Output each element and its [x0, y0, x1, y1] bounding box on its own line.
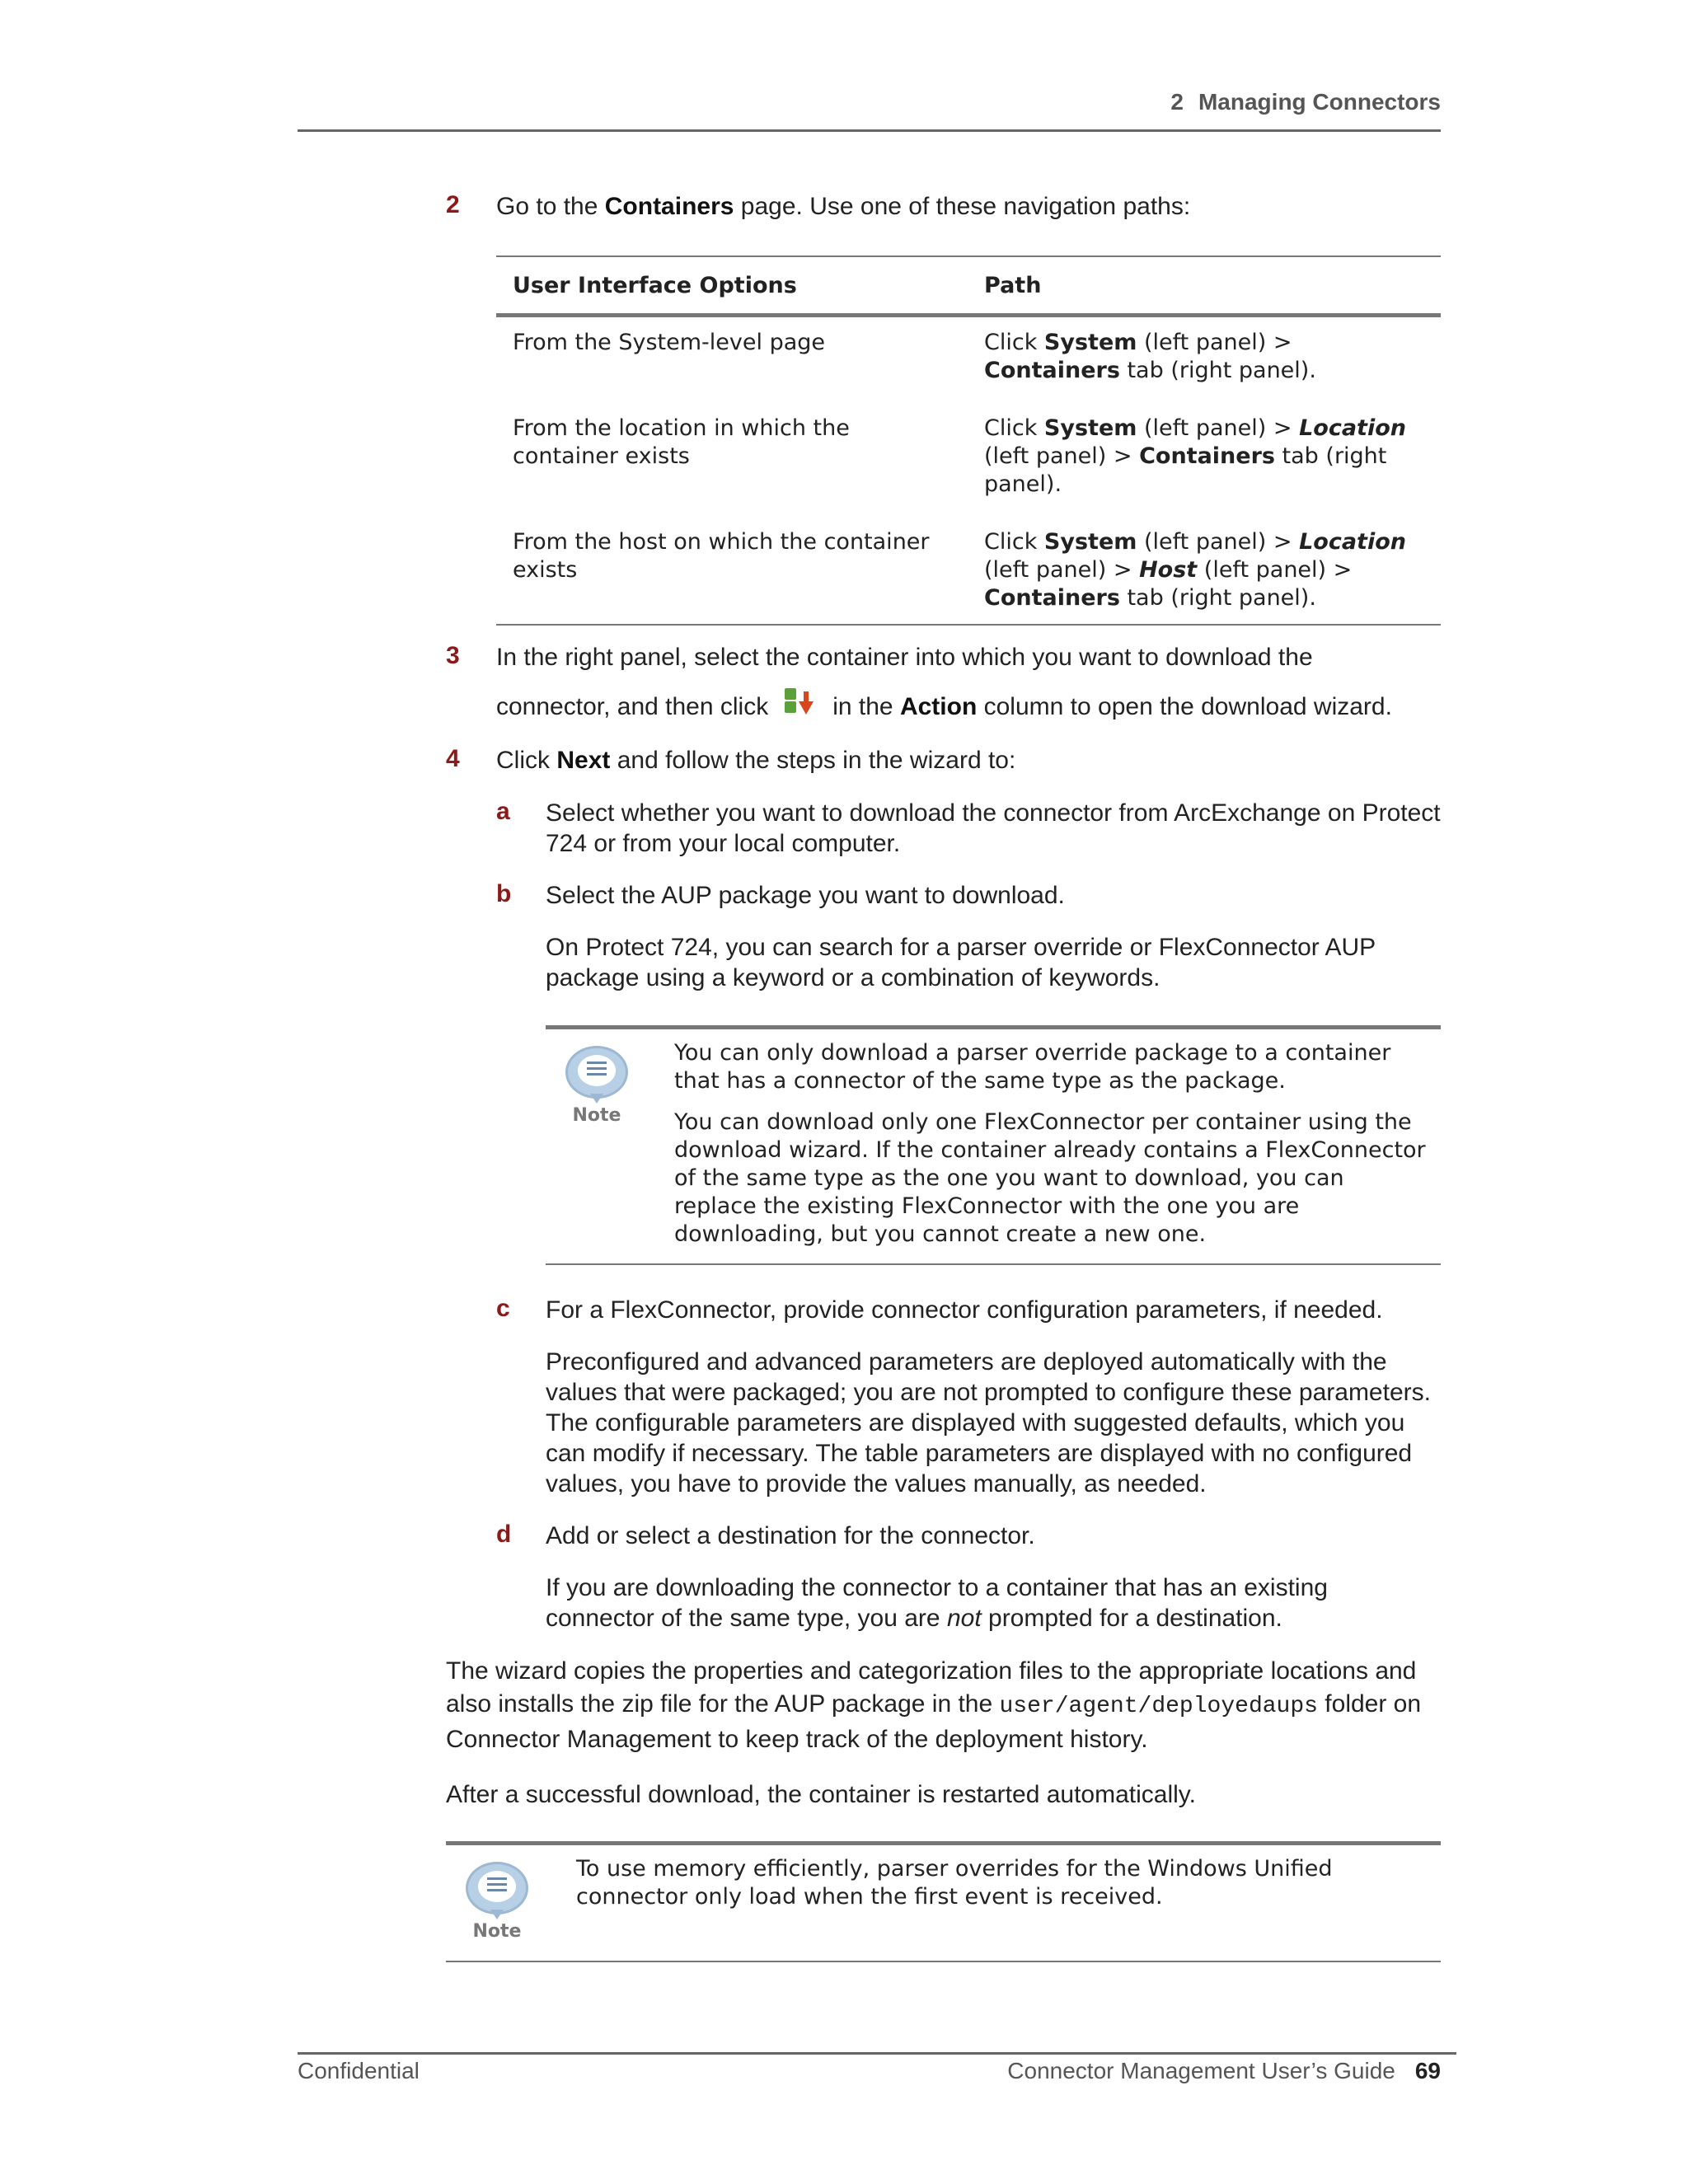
substep-a-letter: a — [496, 798, 510, 825]
substep-d-detail: If you are downloading the connector to a container that has an existing connector of the same type, you are not prompted for a destination. — [546, 1574, 1328, 1632]
note-box-memory — [446, 1841, 1441, 1962]
navigation-paths-table — [496, 255, 1441, 626]
note-label: Note — [572, 1105, 621, 1126]
not-emphasis: not — [946, 1605, 982, 1632]
substep-b-detail: On Protect 724, you can search for a parser override or FlexConnector AUP package using a keyword or a combination of keywords. — [546, 934, 1376, 991]
containers-keyword: Containers — [604, 193, 734, 220]
footer-rule — [298, 2052, 1456, 2055]
step-2-number: 2 — [446, 191, 460, 218]
table-row — [496, 316, 1441, 397]
substep-c-letter: c — [496, 1295, 510, 1322]
running-header — [298, 89, 1441, 115]
note-paragraph: You can only download a parser override package to a container that has a connector of the same type as the package. — [674, 1040, 1391, 1094]
chapter-number: 2 — [1170, 89, 1184, 115]
table-cell-path: Click System (left panel) > Containers tab (right panel). — [984, 330, 1316, 383]
note-text: To use memory efficiently, parser overrides for the Windows Unified connector only load when the first event is received. — [576, 1856, 1333, 1910]
note-text — [674, 1039, 1432, 1249]
note-box-download — [546, 1025, 1441, 1265]
step-4-text: Click Next and follow the steps in the wizard to: — [496, 747, 1016, 774]
note-paragraph: You can download only one FlexConnector per container using the download wizard. If the container already contains a FlexConnector of the same type as the one you want to download, you can replace the existing FlexConnector with the one you are downloading, but you cannot create a new one. — [674, 1109, 1426, 1247]
step-3-line-2: connector, and then click in the Action column to open the download wizard. — [496, 688, 1444, 722]
substep-a-text: Select whether you want to download the connector from ArcExchange on Protect 724 or from your local computer. — [546, 799, 1441, 857]
download-connector-icon[interactable] — [783, 688, 816, 721]
step-4-number: 4 — [446, 745, 460, 772]
step-3-number: 3 — [446, 642, 460, 669]
step-3-line-1: In the right panel, select the container into which you want to download the — [496, 644, 1313, 671]
table-header-row — [496, 256, 1441, 316]
table-cell-option: From the System-level page — [513, 330, 826, 355]
page-number: 69 — [1414, 2058, 1441, 2083]
substep-b-letter: b — [496, 880, 512, 907]
table-cell-option: From the host on which the container exists — [513, 529, 930, 583]
note-bubble-icon — [556, 1046, 638, 1126]
table-cell-path: Click System (left panel) > Location (left panel) > Host (left panel) > Containers tab (right panel). — [984, 529, 1406, 611]
substep-d-letter: d — [496, 1521, 512, 1548]
footer-guide-title: Connector Management User’s Guide — [1007, 2058, 1395, 2083]
note-label: Note — [472, 1921, 522, 1942]
header-rule — [298, 129, 1441, 132]
footer-confidential: Confidential — [298, 2058, 420, 2083]
column-header-path: Path — [984, 273, 1042, 298]
wizard-copies-paragraph: The wizard copies the properties and categorization files to the appropriate locations and also installs the zip file for the AUP package in the user/agent/deployedaups folder on Connector Management to keep track of the deployment history. — [446, 1657, 1422, 1753]
footer-guide — [1007, 2058, 1441, 2084]
substep-c-detail: Preconfigured and advanced parameters are deployed automatically with the values that were packaged; you are not prompted to configure these parameters. The configurable parameters are displayed with suggested defaults, which you can modify if necessary. The table parameters are displayed with no configured values, you have to provide the values manually, as needed. — [546, 1348, 1431, 1497]
substep-d-text: Add or select a destination for the connector. — [546, 1522, 1035, 1549]
note-bubble-icon — [456, 1862, 538, 1942]
action-keyword: Action — [899, 693, 978, 720]
table-row — [496, 510, 1441, 625]
chapter-title: Managing Connectors — [1198, 89, 1441, 115]
deployedaups-path: user/agent/deployedaups — [999, 1694, 1318, 1719]
next-keyword: Next — [556, 747, 611, 774]
restart-paragraph: After a successful download, the container is restarted automatically. — [446, 1781, 1196, 1808]
step-2-text: Go to the Containers page. Use one of these navigation paths: — [496, 193, 1191, 220]
table-row — [496, 396, 1441, 510]
substep-b-text: Select the AUP package you want to download. — [546, 882, 1065, 909]
column-header-options: User Interface Options — [513, 273, 797, 298]
table-cell-path: Click System (left panel) > Location (left panel) > Containers tab (right panel). — [984, 415, 1406, 497]
table-cell-option: From the location in which the container exists — [513, 415, 850, 469]
substep-c-text: For a FlexConnector, provide connector configuration parameters, if needed. — [546, 1296, 1383, 1324]
